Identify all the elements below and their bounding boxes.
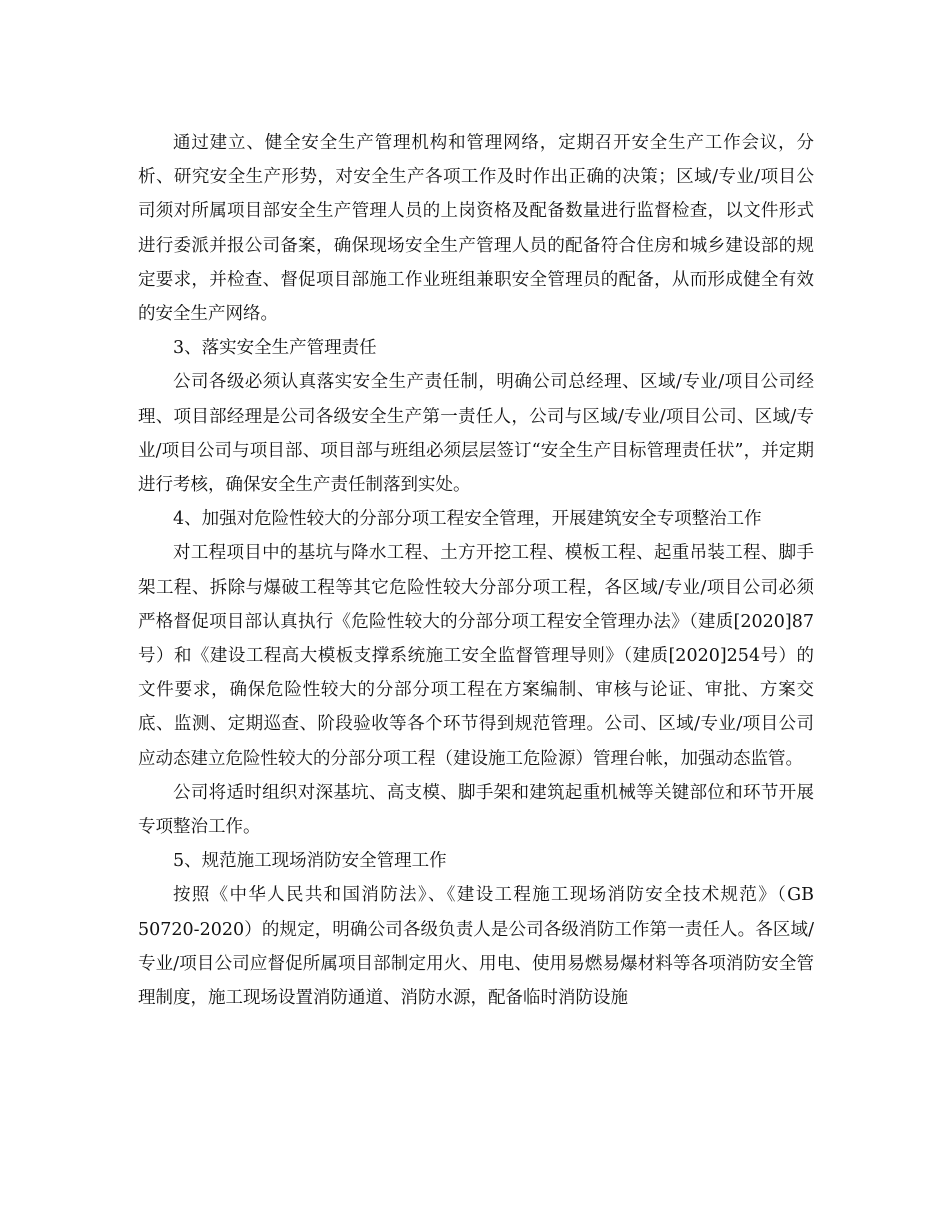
paragraph-responsibility: 公司各级必须认真落实安全生产责任制，明确公司总经理、区域/专业/项目公司经理、项目部经理是公司各级安全生产第一责任人，公司与区域/专业/项目公司、区域/专业/项目公司与项目部、项目部与班组必须层层签订“安全生产目标管理责任状”，并定期进行考核，确保安全生产责任制落到实处。 (138, 372, 814, 496)
paragraph-safety-network: 通过建立、健全安全生产管理机构和管理网络，定期召开安全生产工作会议，分析、研究安全生产形势，对安全生产各项工作及时作出正确的决策；区域/专业/项目公司须对所属项目部安全生产管理人员的上岗资格及配备数量进行监督检查，以文件形式进行委派并报公司备案，确保现场安全生产管理人员的配备符合住房和城乡建设部的规定要求，并检查、督促项目部施工作业班组兼职安全管理员的配备，从而形成健全有效的安全生产网络。 (138, 133, 814, 325)
document-body (138, 126, 814, 1015)
paragraph-fire-safety: 按照《中华人民共和国消防法》、《建设工程施工现场消防安全技术规范》（GB 50720-2020）的规定，明确公司各级负责人是公司各级消防工作第一责任人。各区域/专业/项目公司应督促所属项目部制定用火、用电、使用易燃易爆材料等各项消防安全管理制度，施工现场设置消防通道、消防水源，配备临时消防设施 (138, 885, 814, 1009)
section-heading-3: 3、落实安全生产管理责任 (173, 338, 377, 359)
section-heading-5: 5、规范施工现场消防安全管理工作 (173, 851, 447, 872)
paragraph-hazardous-works: 对工程项目中的基坑与降水工程、土方开挖工程、模板工程、起重吊装工程、脚手架工程、拆除与爆破工程等其它危险性较大分部分项工程，各区域/专业/项目公司必须严格督促项目部认真执行《危险性较大的分部分项工程安全管理办法》（建质[2020]87号）和《建设工程高大模板支撑系统施工安全监督管理导则》（建质[2020]254号）的文件要求，确保危险性较大的分部分项工程在方案编制、审核与论证、审批、方案交底、监测、定期巡查、阶段验收等各个环节得到规范管理。公司、区域/专业/项目公司应动态建立危险性较大的分部分项工程（建设施工危险源）管理台帐，加强动态监管。 (138, 543, 814, 769)
paragraph-special-rectification: 公司将适时组织对深基坑、高支模、脚手架和建筑起重机械等关键部位和环节开展专项整治工作。 (138, 782, 814, 838)
section-heading-4: 4、加强对危险性较大的分部分项工程安全管理，开展建筑安全专项整治工作 (173, 509, 762, 530)
